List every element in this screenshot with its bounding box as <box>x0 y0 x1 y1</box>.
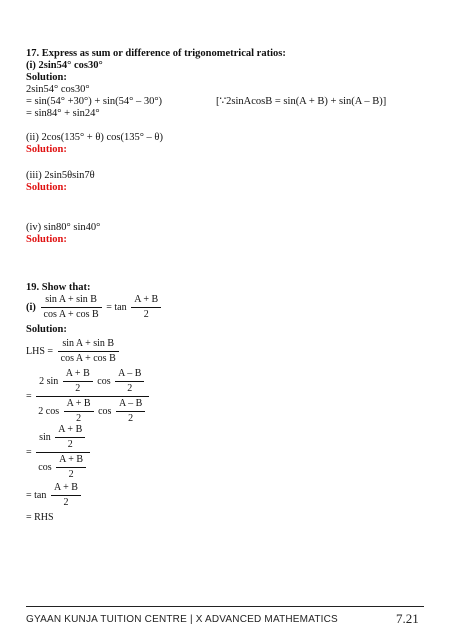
statement-fraction-lhs: $\frac{\text{sin A + sin B}}{\text{cos A + cos B}}$ <box>41 294 102 321</box>
footer-divider <box>26 606 424 607</box>
q17-part-iv-solution: Solution: <box>26 234 67 245</box>
q17-part-iv: (iv) sin80° sin40° <box>26 222 101 233</box>
q17-heading: 17. Express as sum or difference of trigonometrical ratios: <box>26 48 286 59</box>
lhs-fraction: $\frac{\text{sin A + sin B}}{\text{cos A + cos B}}$ <box>58 338 119 365</box>
q19-step-3: = sin $\frac{A + B}{2}$ cos $\frac{A + B}{2}$ <box>26 424 92 481</box>
q17-part-ii-solution: Solution: <box>26 144 67 155</box>
q17-step-1: 2sin54° cos30° <box>26 84 90 95</box>
q19-statement <box>26 294 163 321</box>
q17-solution-label: Solution: <box>26 72 67 83</box>
step2-big-fraction: 2 sin $\frac{A + B}{2}$ cos $\frac{A - B}{2}$ 2 cos $\frac{A + B}{2}$ cos $\frac{A - B}{2}$ <box>36 368 149 425</box>
statement-equals-tan: = tan <box>106 301 127 313</box>
step4-fraction: $\frac{A + B}{2}$ <box>51 482 81 509</box>
footer-text: GYAAN KUNJA TUITION CENTRE | X ADVANCED MATHEMATICS <box>26 614 338 625</box>
q19-part-i-label: (i) <box>26 301 36 313</box>
q17-step-3: = sin84° + sin24° <box>26 108 100 119</box>
q19-lhs-line: LHS = $\frac{\text{sin A + sin B}}{\text{cos A + cos B}}$ <box>26 338 121 365</box>
q19-rhs: = RHS <box>26 512 54 523</box>
q19-step-4: = tan $\frac{A + B}{2}$ <box>26 482 83 509</box>
q19-step-2: = 2 sin $\frac{A + B}{2}$ cos $\frac{A - B}{2}$ 2 cos $\frac{A + B}{2}$ cos $\frac{A - B}{2}$ <box>26 368 151 425</box>
q19-solution-label: Solution: <box>26 324 67 335</box>
q17-part-iii: (iii) 2sin5θsin7θ <box>26 170 95 181</box>
q17-step-2: = sin(54° +30°) + sin(54° – 30°) <box>26 96 163 107</box>
statement-fraction-half: $\frac{A + B}{2}$ <box>131 294 161 321</box>
q17-part-iii-solution: Solution: <box>26 182 67 193</box>
step3-fraction: sin $\frac{A + B}{2}$ cos $\frac{A + B}{2}$ <box>36 424 90 481</box>
q19-heading: 19. Show that: <box>26 282 91 293</box>
page-number: 7.21 <box>396 611 419 626</box>
q17-identity: [∵2sinAcosB = sin(A + B) + sin(A – B)] <box>216 96 387 107</box>
q17-part-i: (i) 2sin54° cos30° <box>26 60 103 71</box>
q17-part-ii: (ii) 2cos(135° + θ) cos(135° – θ) <box>26 132 163 143</box>
